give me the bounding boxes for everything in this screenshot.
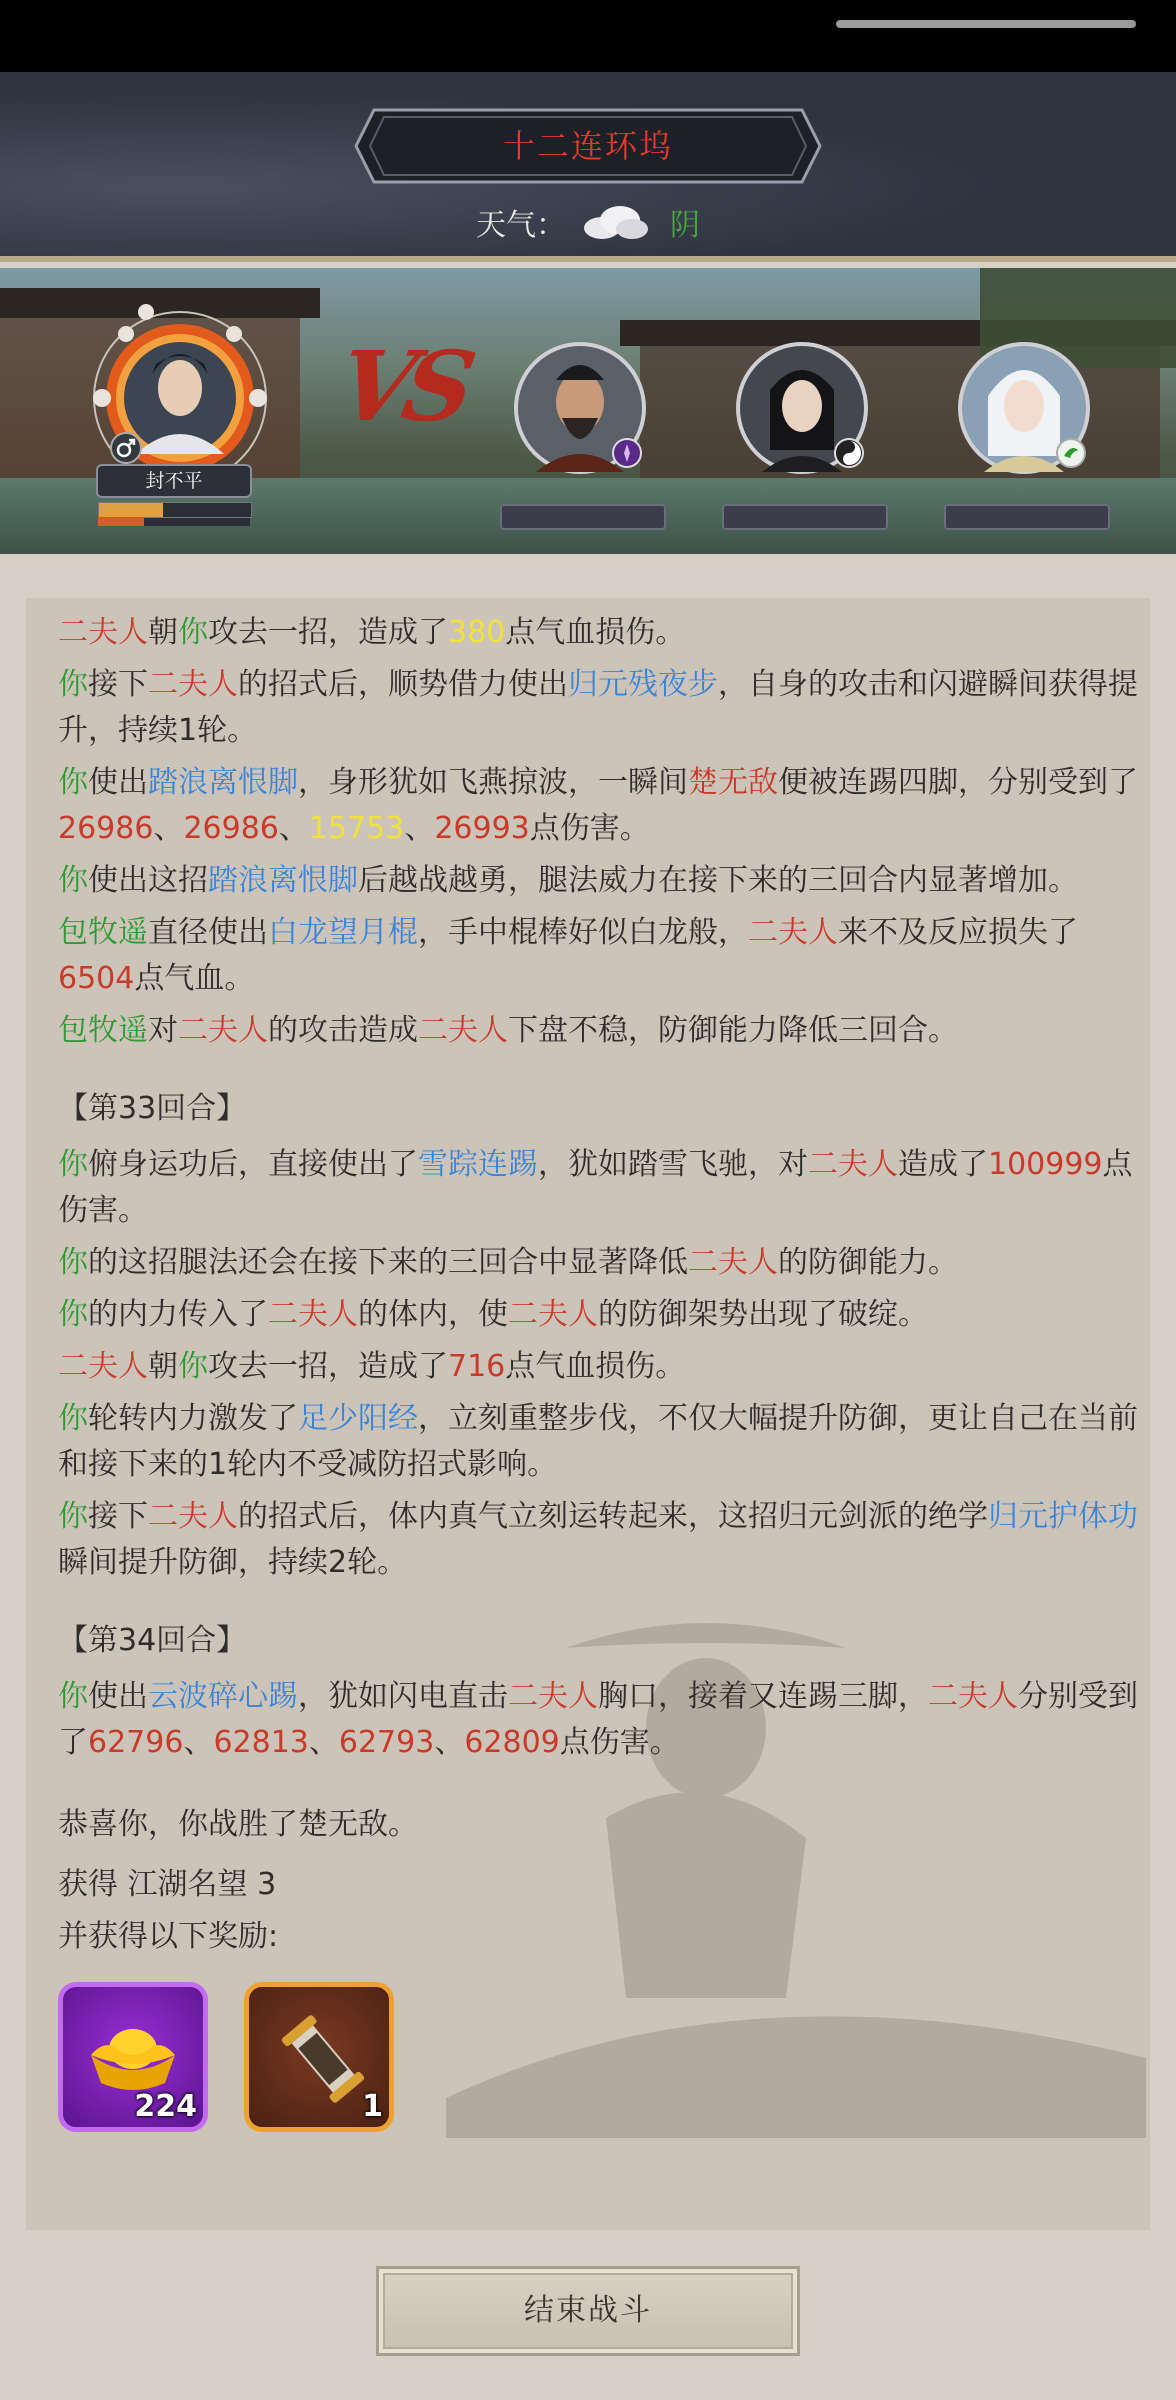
log-text: 使出	[88, 1679, 148, 1714]
log-block	[58, 1142, 1138, 1586]
skill-name: 归元护体功	[988, 1499, 1138, 1534]
weather-info	[476, 200, 700, 244]
log-line	[58, 1396, 1138, 1488]
log-text: 攻去一招，造成了	[208, 615, 448, 650]
log-line	[58, 1142, 1138, 1234]
log-text: 朝	[148, 1349, 178, 1384]
log-text: ，手中棍棒好似白龙般，	[418, 915, 748, 950]
log-text: 的这招腿法还会在接下来的三回合中显著降低	[88, 1245, 688, 1280]
log-text: 、	[183, 1725, 214, 1760]
log-text: ，自身的攻击和闪避瞬间获得提升，持续1轮。	[58, 667, 1138, 748]
weather-label: 天气：	[476, 208, 566, 243]
log-text: 的体内，使	[358, 1297, 508, 1332]
log-text: 对	[148, 1013, 178, 1048]
log-text: 来不及反应损失了	[838, 915, 1078, 950]
scroll-icon	[273, 2009, 373, 2109]
log-text: 点伤害。	[529, 811, 650, 846]
character-name: 你	[178, 1349, 208, 1384]
log-line	[58, 1344, 1138, 1390]
reward-count: 224	[134, 2089, 197, 2124]
log-line	[58, 1008, 1138, 1054]
character-name: 二夫人	[148, 667, 238, 702]
log-text: 380	[448, 615, 506, 650]
log-line	[58, 760, 1138, 852]
character-name: 6504	[58, 961, 135, 996]
log-text: 后越战越勇，腿法威力在接下来的三回合内显著增加。	[358, 863, 1078, 898]
log-text: 轮转内力激发了	[88, 1401, 298, 1436]
skill-name: 白龙望月棍	[268, 915, 418, 950]
character-name: 二夫人	[508, 1679, 598, 1714]
log-block	[58, 610, 1138, 1054]
character-name: 二夫人	[178, 1013, 268, 1048]
log-text: 的招式后，体内真气立刻运转起来，这招归元剑派的绝学	[238, 1499, 988, 1534]
status-bar	[0, 0, 1176, 72]
system-indicator	[836, 20, 1136, 28]
player-hp-bar	[98, 502, 252, 518]
log-text: 、	[434, 1725, 465, 1760]
log-line	[58, 910, 1138, 1002]
character-name: 你	[58, 1401, 88, 1436]
weather-value: 阴	[670, 208, 700, 243]
end-battle-button[interactable]: 结束战斗	[376, 2266, 800, 2356]
log-text: 15753	[308, 811, 405, 846]
log-text: 使出这招	[88, 863, 208, 898]
log-text: 、	[404, 811, 435, 846]
log-text: 的防御架势出现了破绽。	[598, 1297, 928, 1332]
log-text: 直径使出	[148, 915, 268, 950]
cloud-icon	[580, 202, 650, 242]
log-block	[58, 1674, 1138, 1766]
character-name: 你	[58, 1245, 88, 1280]
log-text: 的内力传入了	[88, 1297, 268, 1332]
character-name: 二夫人	[148, 1499, 238, 1534]
log-text: 胸口，接着又连踢三脚，	[598, 1679, 928, 1714]
character-name: 楚无敌	[688, 765, 778, 800]
log-text: 接下	[88, 667, 148, 702]
battle-scene	[0, 268, 1176, 554]
log-text: 点伤害。	[58, 1147, 1133, 1228]
character-name: 包牧遥	[58, 915, 148, 950]
gold-ingot-icon	[85, 2015, 181, 2095]
log-content	[58, 610, 1138, 2132]
log-text: 便被连踢四脚，分别受到了	[778, 765, 1138, 800]
title-plate	[354, 108, 822, 184]
yin-yang-icon	[834, 438, 864, 468]
purple-sect-icon	[612, 438, 642, 468]
log-line	[58, 858, 1138, 904]
character-name: 62796	[88, 1725, 184, 1760]
character-name: 62809	[464, 1725, 560, 1760]
character-name: 26993	[434, 811, 530, 846]
log-text: 的防御能力。	[778, 1245, 958, 1280]
reward-count: 1	[362, 2089, 383, 2124]
character-name: 你	[58, 863, 88, 898]
log-text: ，立刻重整步伐，不仅大幅提升防御，更让自己在当前和接下来的1轮内不受减防招式影响。	[58, 1401, 1138, 1482]
log-text: 、	[278, 811, 309, 846]
log-line	[58, 610, 1138, 656]
log-text: 点气血损伤。	[505, 615, 686, 650]
reward-item[interactable]	[244, 1982, 394, 2132]
character-name: 26986	[183, 811, 279, 846]
log-text: 点气血。	[134, 961, 255, 996]
character-name: 二夫人	[928, 1679, 1018, 1714]
male-icon	[110, 432, 142, 464]
character-name: 你	[58, 1147, 88, 1182]
character-name: 二夫人	[748, 915, 838, 950]
skill-name: 踏浪离恨脚	[148, 765, 298, 800]
character-name: 包牧遥	[58, 1013, 148, 1048]
rewards-label: 并获得以下奖励:	[58, 1919, 279, 1954]
log-text: 分别受到了	[58, 1679, 1138, 1760]
player-hp-fill	[99, 503, 163, 517]
log-text: 、	[308, 1725, 339, 1760]
log-text: 使出	[88, 765, 148, 800]
vs-label: VS	[330, 330, 474, 443]
log-text: 瞬间提升防御，持续2轮。	[58, 1545, 408, 1580]
green-sect-icon	[1056, 438, 1086, 468]
enemy-hp-bar-2	[722, 504, 888, 530]
log-text: 俯身运功后，直接使出了	[88, 1147, 418, 1182]
location-title: 十二连环坞	[502, 127, 673, 165]
reward-list	[58, 1982, 1138, 2132]
enemy-hp-bar-3	[944, 504, 1110, 530]
log-text: ，身形犹如飞燕掠波，一瞬间	[298, 765, 688, 800]
skill-name: 足少阳经	[298, 1401, 418, 1436]
character-name: 你	[58, 1679, 88, 1714]
round-33-header: 【第33回合】	[58, 1091, 247, 1126]
character-name: 二夫人	[268, 1297, 358, 1332]
log-line	[58, 1494, 1138, 1586]
log-text: 的招式后，顺势借力使出	[238, 667, 568, 702]
log-line	[58, 1292, 1138, 1338]
log-line	[58, 1240, 1138, 1286]
character-name: 62793	[338, 1725, 435, 1760]
skill-name: 归元残夜步	[568, 667, 718, 702]
character-name: 二夫人	[418, 1013, 508, 1048]
character-name: 二夫人	[58, 1349, 148, 1384]
log-text: 朝	[148, 615, 178, 650]
skill-name: 云波碎心踢	[148, 1679, 298, 1714]
round-34-header: 【第34回合】	[58, 1623, 247, 1658]
enemy-hp-bar-1	[500, 504, 666, 530]
log-line	[58, 1674, 1138, 1766]
log-text: 点气血损伤。	[505, 1349, 686, 1384]
character-name: 62813	[213, 1725, 309, 1760]
player-name: 封不平	[96, 464, 252, 498]
character-name: 你	[58, 765, 88, 800]
log-text: 接下	[88, 1499, 148, 1534]
character-name: 你	[58, 667, 88, 702]
header	[0, 72, 1176, 262]
log-text: 的攻击造成	[268, 1013, 418, 1048]
log-line	[58, 662, 1138, 754]
skill-name: 雪踪连踢	[418, 1147, 538, 1182]
log-text: 、	[153, 811, 184, 846]
character-name: 你	[178, 615, 208, 650]
log-text: 攻去一招，造成了	[208, 1349, 448, 1384]
character-name: 你	[58, 1297, 88, 1332]
player-mp-fill	[98, 518, 144, 526]
log-text: 点伤害。	[559, 1725, 680, 1760]
character-name: 716	[448, 1349, 506, 1384]
player-mp-bar	[98, 518, 250, 526]
character-name: 二夫人	[808, 1147, 898, 1182]
character-name: 100999	[988, 1147, 1103, 1182]
victory-text: 恭喜你，你战胜了楚无敌。	[58, 1807, 418, 1842]
log-text: 下盘不稳，防御能力降低三回合。	[508, 1013, 958, 1048]
character-name: 二夫人	[58, 615, 148, 650]
character-name: 你	[58, 1499, 88, 1534]
battle-log[interactable]	[26, 598, 1150, 2230]
character-name: 二夫人	[688, 1245, 778, 1280]
character-name: 26986	[58, 811, 154, 846]
reputation-text: 获得 江湖名望 3	[58, 1867, 277, 1902]
log-text: ，犹如踏雪飞驰，对	[538, 1147, 808, 1182]
log-text: 造成了	[898, 1147, 988, 1182]
skill-name: 踏浪离恨脚	[208, 863, 358, 898]
reward-item[interactable]	[58, 1982, 208, 2132]
log-text: ，犹如闪电直击	[298, 1679, 508, 1714]
character-name: 二夫人	[508, 1297, 598, 1332]
